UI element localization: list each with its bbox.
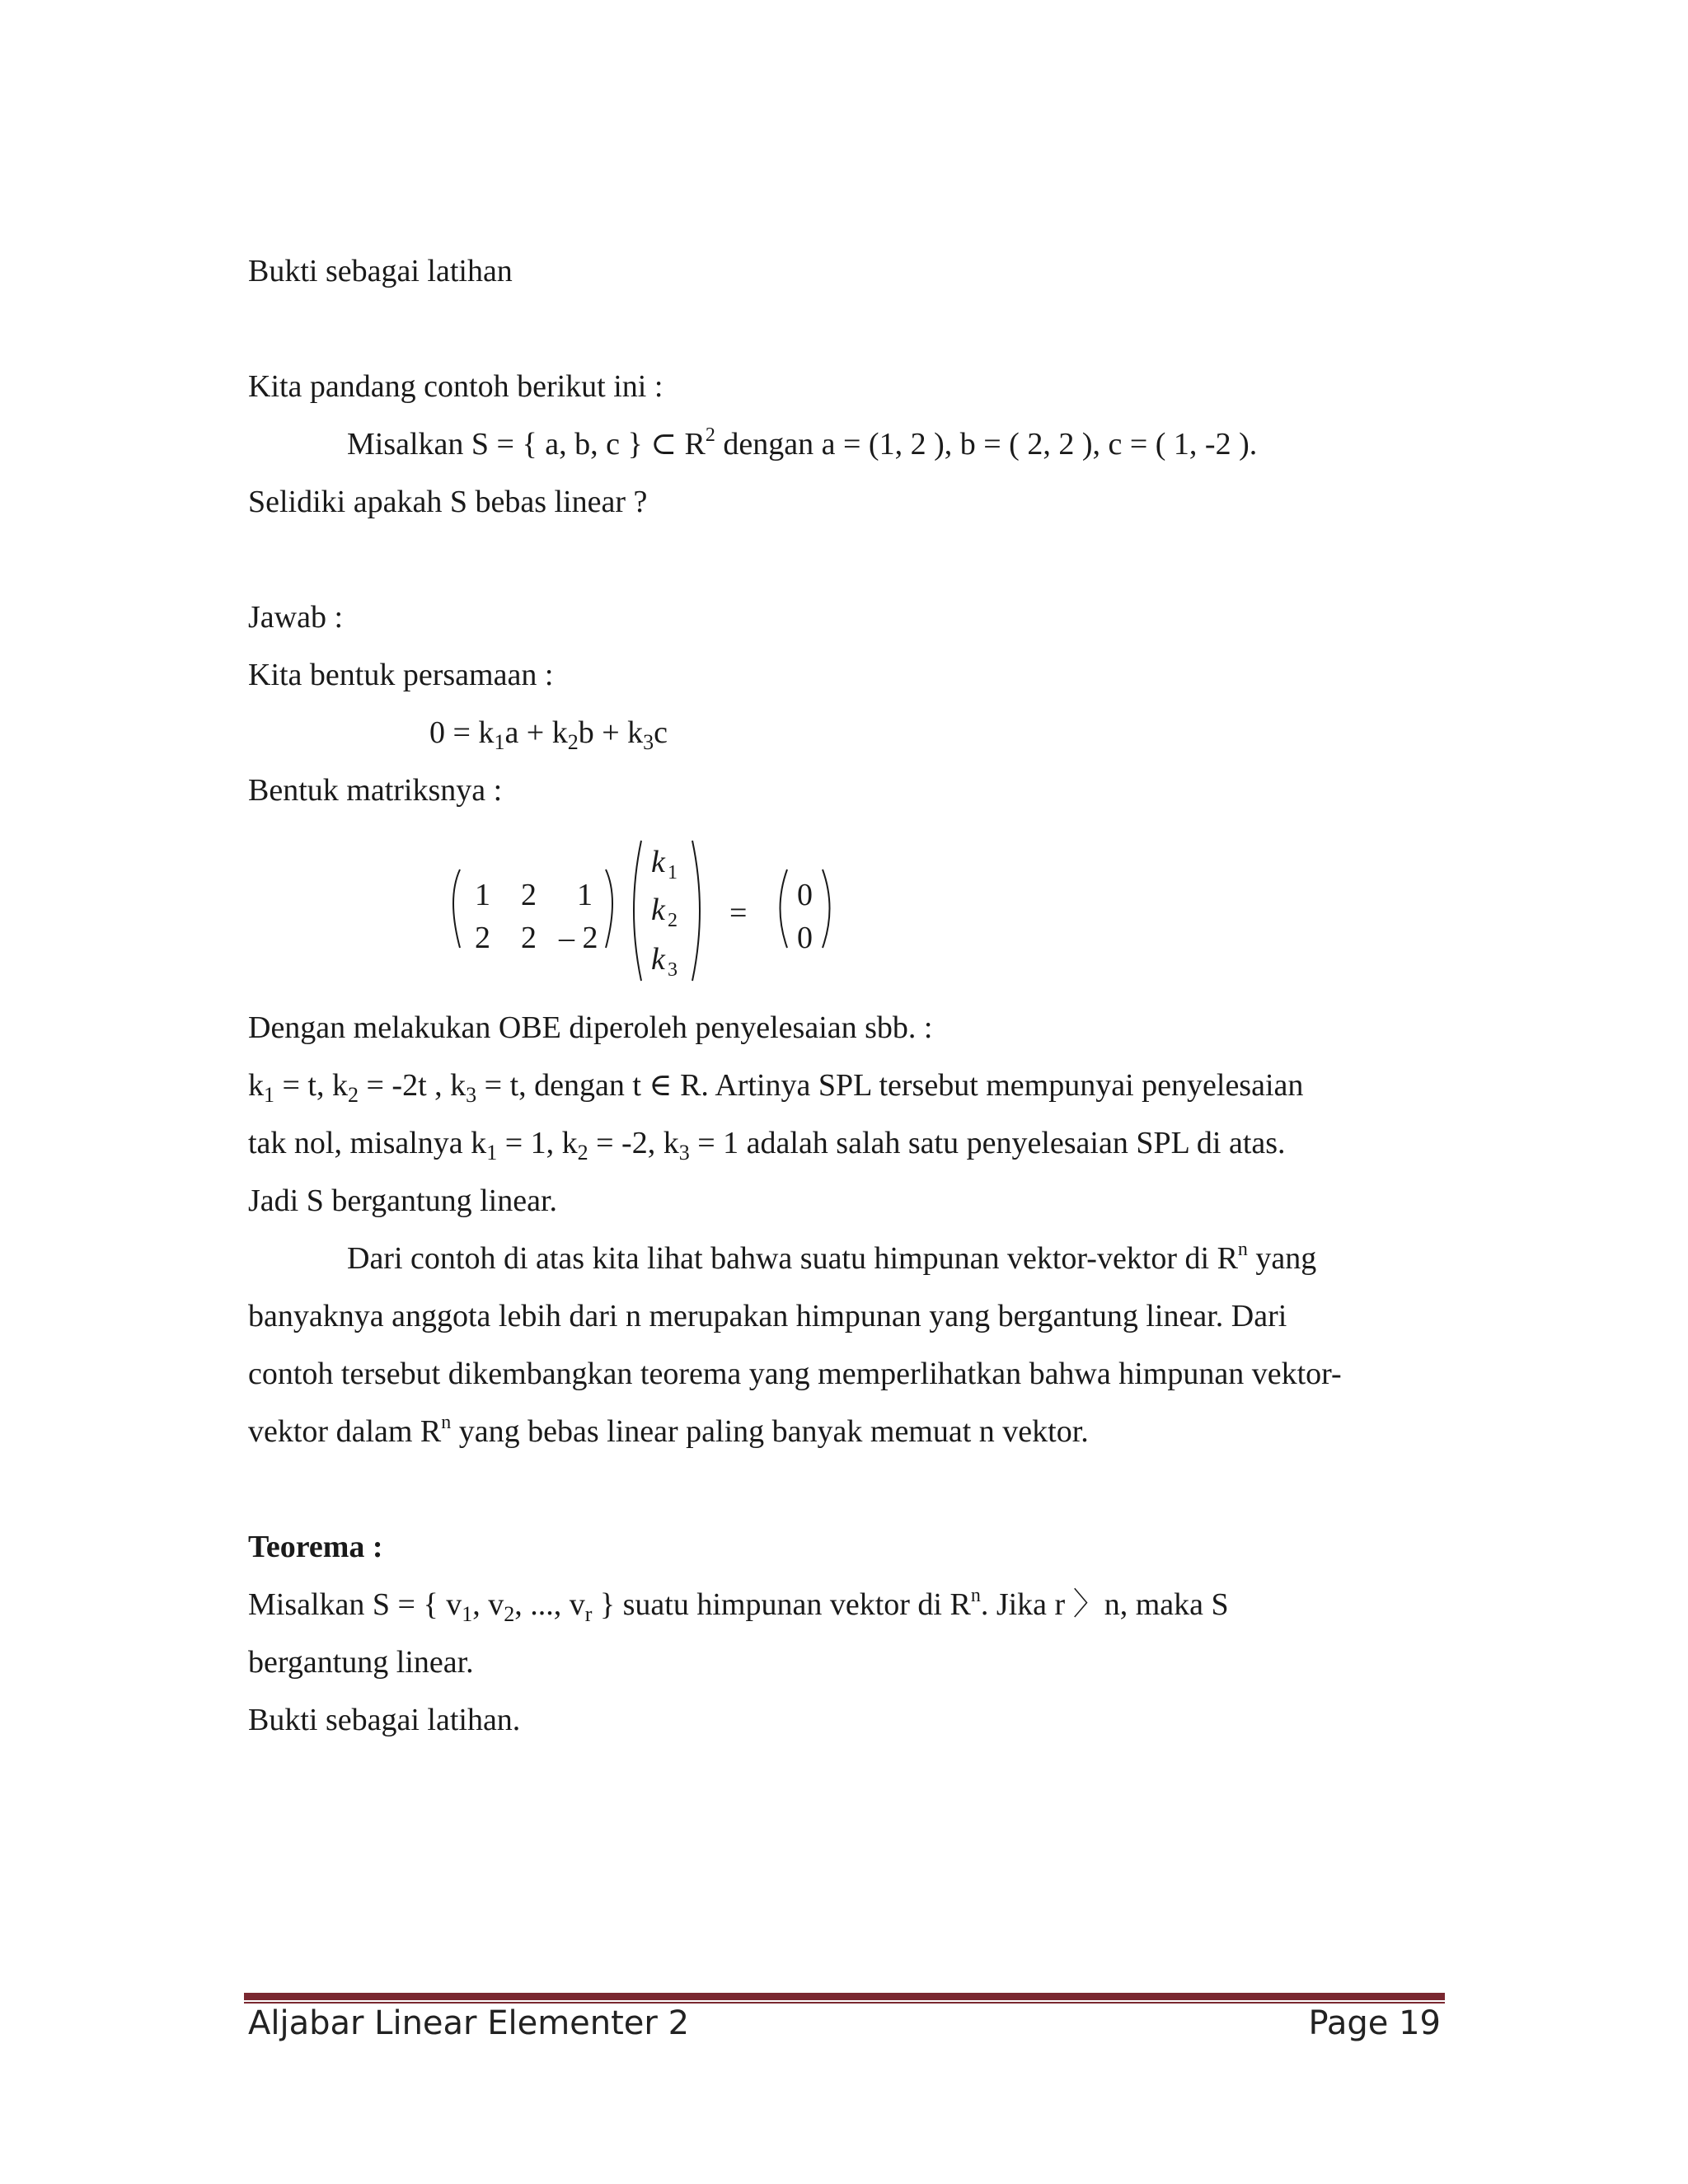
text-line: Bukti sebagai latihan. [248, 1703, 521, 1737]
paragraph-line: vektor dalam $R^n$ yang bebas linear paling banyak memuat n vektor. [248, 1412, 1089, 1449]
matrix-cell: 2 [521, 878, 537, 912]
paragraph-line: banyaknya anggota lebih dari n merupakan himpunan yang bergantung linear. Dari [248, 1299, 1287, 1333]
theorem-statement: Misalkan S = { $v_1$, $v_2$, ..., $v_r$ } suatu himpunan vektor di $R^n$. Jika r 〉n, maka S [248, 1585, 1229, 1626]
unknown-vector [634, 841, 700, 981]
coefficient-matrix [453, 869, 612, 955]
vector-entry: k [651, 942, 665, 977]
vector-entry-subscript: 1 [668, 862, 678, 883]
linear-combination-equation: $0 = k_1a + k_2b + k_3c$ [429, 715, 668, 754]
example-statement: Misalkan S = { a, b, c } ⊂ $R^2$ dengan a = (1, 2 ), b = ( 2, 2 ), c = ( 1, -2 ). [347, 424, 1258, 462]
matrix-equation [445, 832, 841, 989]
vector-entry: 0 [797, 878, 813, 912]
footer-title: Aljabar Linear Elementer 2 [248, 2004, 690, 2042]
page-number: Page 19 [1308, 2004, 1441, 2042]
text-line: Kita pandang contoh berikut ini : [248, 369, 663, 404]
text-line: Jadi S bergantung linear. [248, 1183, 558, 1218]
text-line: Bentuk matriksnya : [248, 773, 503, 808]
theorem-statement: bergantung linear. [248, 1645, 474, 1680]
matrix-cell: 2 [475, 921, 490, 955]
vector-entry: 0 [797, 921, 813, 955]
solution-line: $k_1 = t$, $k_2 = -2t$ , $k_3 = t$, dengan t ∈ R. Artinya SPL tersebut mempunyai penyelesaian [248, 1068, 1304, 1107]
footer-rule [244, 1993, 1445, 2000]
equals-sign: = [729, 896, 748, 930]
matrix-cell: 2 [521, 921, 537, 955]
matrix-cell: – 2 [559, 921, 598, 955]
text-line: Bukti sebagai latihan [248, 254, 513, 288]
vector-entry: k [651, 893, 665, 927]
paragraph-line: Dari contoh di atas kita lihat bahwa suatu himpunan vektor-vektor di $R^n$ yang [347, 1239, 1317, 1276]
vector-entry-subscript: 2 [668, 910, 678, 931]
paragraph-line: contoh tersebut dikembangkan teorema yang memperlihatkan bahwa himpunan vektor- [248, 1357, 1342, 1391]
text-line: Dengan melakukan OBE diperoleh penyelesaian sbb. : [248, 1010, 933, 1045]
vector-entry-subscript: 3 [668, 959, 678, 981]
matrix-cell: 1 [577, 878, 593, 912]
answer-heading: Jawab : [248, 600, 344, 635]
theorem-title: Teorema : [248, 1530, 383, 1564]
matrix-cell: 1 [475, 878, 490, 912]
text-line: Selidiki apakah S bebas linear ? [248, 485, 648, 519]
zero-vector [781, 869, 830, 955]
solution-line: tak nol, misalnya $k_1 = 1$, $k_2 = -2$, $k_3 = 1$ adalah salah satu penyelesaian SPL di atas. [248, 1126, 1286, 1165]
vector-entry: k [651, 845, 665, 879]
text-line: Kita bentuk persamaan : [248, 658, 554, 692]
